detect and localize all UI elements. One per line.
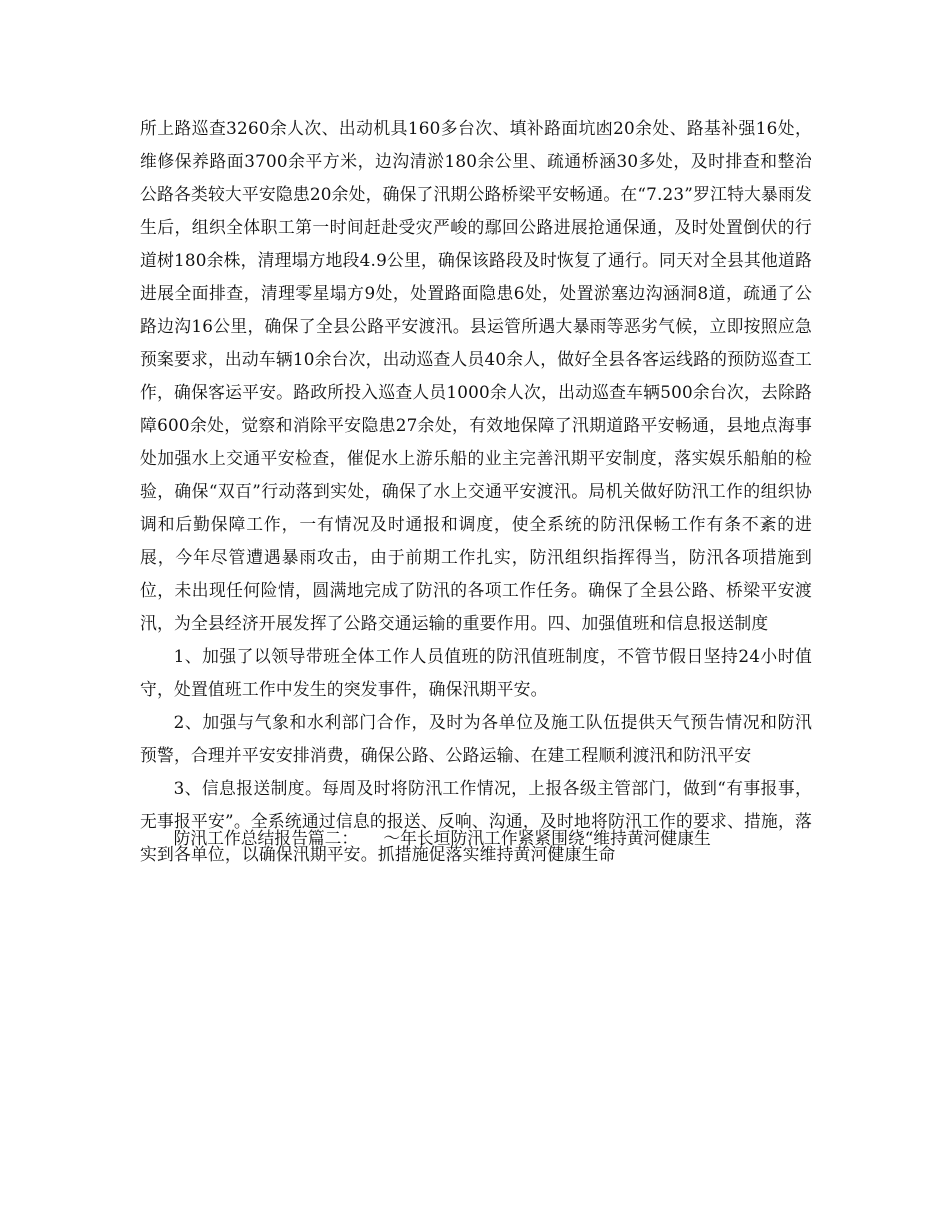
paragraph-flood-work-summary: 所上路巡查3260余人次、出动机具160多台次、填补路面坑凼20余处、路基补强16处，维修保养路面3700余平方米，边沟清淤180余公里、疏通桥涵30多处，及时排查和整治公路各类较大平安隐患20余处，确保了汛期公路桥梁平安畅通。在“7.23”罗江特大暴雨发生后，组织全体职工第一时间赶赴受灾严峻的鄢回公路进展抢通保通，及时处置倒伏的行道树180余株，清理塌方地段4.9公里，确保该路段及时恢复了通行。同天对全县其他道路进展全面排查，清理零星塌方9处，处置路面隐患6处，处置淤塞边沟涵洞8道，疏通了公路边沟16公里，确保了全县公路平安渡汛。县运管所遇大暴雨等恶劣气候，立即按照应急预案要求，出动车辆10余台次，出动巡查人员40余人，做好全县各客运线路的预防巡查工作，确保客运平安。路政所投入巡查人员1000余人次，出动巡查车辆500余台次，去除路障600余处，觉察和消除平安隐患27余处，有效地保障了汛期道路平安畅通，县地点海事处加强水上交通平安检查，催促水上游乐船的业主完善汛期平安制度，落实娱乐船舶的检验，确保“双百”行动落到实处，确保了水上交通平安渡汛。局机关做好防汛工作的组织协调和后勤保障工作，一有情况及时通报和调度，使全系统的防汛保畅工作有条不紊的进展，今年尽管遭遇暴雨攻击，由于前期工作扎实，防汛组织指挥得当，防汛各项措施到位，未出现任何险情，圆满地完成了防汛的各项工作任务。确保了全县公路、桥梁平安渡汛，为全县经济开展发挥了公路交通运输的重要作用。四、加强值班和信息报送制度 (140, 118, 812, 633)
paragraph-weather-cooperation: 2、加强与气象和水利部门合作，及时为各单位及施工队伍提供天气预告情况和防汛预警，合理并平安安排消费，确保公路、公路运输、在建工程顺利渡汛和防汛平安 (140, 712, 812, 765)
paragraph-duty-system: 1、加强了以领导带班全体工作人员值班的防汛值班制度，不管节假日坚持24小时值守，处置值班工作中发生的突发事件，确保汛期平安。 (140, 646, 812, 699)
paragraph-report-part-two: 防汛工作总结报告篇二： ～年长垣防汛工作紧紧围绕“维持黄河健康生 (173, 828, 711, 848)
paragraph-info-reporting: 3、信息报送制度。每周及时将防汛工作情况，上报各级主管部门，做到“有事报事，无事报平安”。全系统通过信息的报送、反响、沟通，及时地将防汛工作的要求、措施，落实到各单位，以确保汛期平安。抓措施促落实维持黄河健康生命 (140, 778, 812, 864)
body-text (140, 112, 812, 871)
